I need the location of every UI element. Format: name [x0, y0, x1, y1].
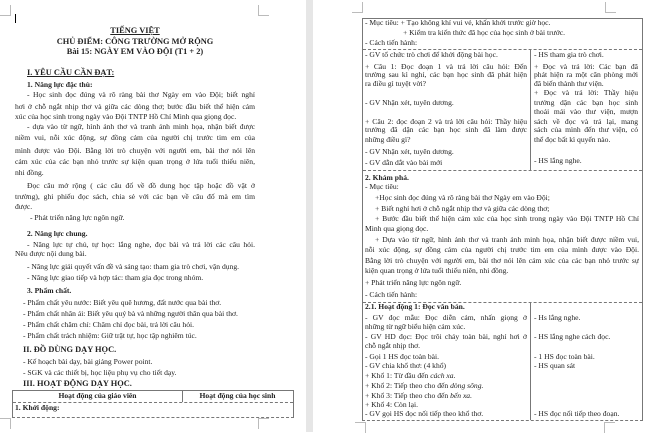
document-text-line: - GV chia khổ thơ: (4 khổ) [365, 361, 447, 370]
document-text-line: hơi ở chỗ ngắt nhịp thơ và giữa các dòng thơ; bước đầu biết thể hiện cảm [15, 102, 255, 111]
table-col-divider [530, 50, 531, 170]
margin-mark [355, 422, 366, 433]
margin-mark [352, 2, 363, 13]
document-text-line: - GV gọi HS đọc nối tiếp theo khổ thơ. [365, 409, 484, 418]
document-text-line: cảm xúc của các bạn nhỏ trước sự kiện quan trọng ở lứa tuổi thiếu niên, [15, 157, 255, 166]
document-heading: 2. Năng lực chung. [27, 229, 88, 238]
document-heading: 3. Phẩm chất. [27, 286, 72, 295]
text-run: + Khổ 3: Tiếp theo cho đến [365, 391, 451, 400]
margin-mark [605, 2, 616, 13]
document-text-line: nhi đồng. [15, 168, 44, 177]
document-text-line: những điều gì? [365, 135, 411, 144]
document-text-line: sách của mình đến thư viện, có [534, 125, 638, 134]
document-text-line: ra điều gì tuyệt vời? [365, 79, 426, 88]
document-text-line: - GV tổ chức trò chơi để khởi động bài học. [365, 50, 498, 59]
document-heading: Hoạt động của học sinh [199, 391, 276, 400]
document-text-line: + Dựa vào từ ngữ, hình ảnh thơ và tranh ảnh minh họa, nhận biết được niềm vui, [375, 235, 639, 244]
document-heading: 2. Khám phá. [365, 173, 409, 182]
document-text-line: - GV HD đọc: Đọc trôi chảy toàn bài, nghỉ hơi ở [365, 332, 527, 341]
document-text-line: nỗi xúc động, sự đồng cảm của người chị trước tim em của mình được vào Đội. [365, 245, 639, 254]
document-heading: Bài 15: NGÀY EM VÀO ĐỘI (T1 + 2) [66, 47, 204, 56]
document-text-line: - GV Nhận xét, tuyên dương. [365, 98, 454, 107]
document-text-line: sách về đọc và trả lại, mang [534, 117, 638, 126]
document-text-line: phát hiện ra một căn phòng mới [534, 70, 638, 79]
document-text-line: - Học sinh đọc đúng và rõ ràng bài thơ Ngày em vào Đội; biết nghỉ [27, 90, 255, 99]
document-heading: I. YÊU CẦU CẦN ĐẠT: [27, 68, 115, 77]
document-text-line: - Kế hoạch bài dạy, bài giảng Power point. [23, 357, 153, 366]
document-text-line: trưởng dặn các bạn học sinh [534, 98, 638, 107]
document-heading: 1. Năng lực đặc thù: [27, 80, 93, 89]
document-text-line: - Phẩm chất yêu nước: Biết yêu quê hương, đất nước qua bài thơ. [23, 298, 222, 307]
document-text-line: - HS tham gia trò chơi. [534, 50, 604, 59]
document-text-line: đã biến thành thư viện. [534, 79, 604, 88]
document-text-line: - Phát triển năng lực ngôn ngữ. [30, 213, 125, 222]
document-text-line: + Kiểm tra kiến thức đã học của học sinh ở bài trước. [403, 28, 566, 37]
document-text-line: thể đọc bất kì quyển nào. [534, 135, 611, 144]
document-text-line: + Đọc và trả lời: Các bạn đã [534, 62, 638, 71]
document-text-line: - 1 HS đọc toàn bài. [534, 352, 595, 361]
margin-mark [604, 422, 615, 433]
document-text-line: - GV Nhận xét, tuyên dương. [365, 147, 454, 156]
document-text-line: niềm vui, nỗi xúc động, sự đồng cảm của người chị trước tim em của [15, 133, 255, 142]
document-heading: Hoạt động của giáo viên [58, 391, 137, 400]
document-text-line: trường), ghi phiếu đọc sách, chia sẻ với các bạn về câu đố mà em tìm [15, 192, 255, 201]
document-text-line: - Năng lực giao tiếp và hợp tác: tham gia đọc trong nhóm. [27, 273, 204, 282]
document-text-line: - HS đọc nối tiếp theo đoạn. [534, 409, 620, 418]
document-text-line: Minh qua giọng đọc. [365, 224, 429, 233]
document-text-line: - HS quan sát [534, 361, 576, 370]
document-text-line: - dựa vào từ ngữ, hình ảnh thơ và tranh ảnh minh họa, nhận biết được [27, 122, 255, 131]
margin-mark [0, 418, 11, 429]
document-text-line: Nêu được nội dung bài. [15, 249, 87, 258]
document-text-line: được. [15, 202, 33, 211]
document-text-line: - Cách tiến hành: [365, 290, 418, 299]
document-text-line: - Hs lắng nghe. [534, 313, 581, 322]
document-text-line: xúc của học sinh trong ngày vào Đội TNTP Hồ Chí Minh qua giọng đọc. [15, 112, 237, 121]
document-heading: TIẾNG VIỆT [110, 26, 160, 35]
text-cursor [15, 14, 16, 23]
document-heading: 2.1. Hoạt động 1: Đọc văn bản. [365, 302, 465, 311]
document-text-line: - Phẩm chất chăm chỉ: Chăm chỉ đọc bài, trả lời câu hỏi. [23, 320, 195, 329]
margin-mark [258, 418, 269, 429]
italic-text-run: dòng sông. [450, 381, 484, 390]
document-text-line: - GV đọc mẫu: Đọc diễn cảm, nhấn giọng ở [365, 313, 527, 322]
margin-mark [0, 5, 11, 16]
text-run: + Khổ 1: Từ đầu đến [365, 371, 431, 380]
document-heading: 1. Khởi động: [15, 403, 60, 412]
document-text-line: + Câu 1: Đọc đoạn 1 và trả lời câu hỏi: Đến [365, 62, 527, 71]
document-heading: II. ĐỒ DÙNG DẠY HỌC. [23, 345, 117, 354]
document-text-line: - Năng lực giải quyết vấn đề và sáng tạo: tham gia trò chơi, vận dụng. [27, 262, 240, 271]
document-text-line: - Mục tiêu: + Tạo không khí vui vẻ, khấn khởi trước giờ học. [365, 18, 551, 27]
document-text-line: kiện quan trọng ở lứa tuổi thiếu niên, nhi đồng. [365, 266, 509, 275]
document-text-line: trưởng đã dặn các bạn học sinh đã làm được [365, 125, 527, 134]
document-text-line: - HS lắng nghe. [534, 156, 582, 165]
document-text-line: Đọc câu mở rộng ( các câu đố về đồ dung học tập hoặc đồ vật ở [27, 181, 255, 190]
document-text-line: - Mục tiêu: [365, 182, 399, 191]
document-text-line: + Phát triển năng lực ngôn ngữ. [365, 278, 462, 287]
document-text-line: - Phẩm chất trách nhiệm: Giữ trật tự, học tập nghiêm túc. [23, 331, 197, 340]
document-text-line: +Học sinh đọc đúng và rõ ràng bài thơ Ngày em vào Đội; [375, 193, 550, 202]
italic-text-run: bến xa. [450, 391, 473, 400]
document-text-line: - HS lắng nghe cách đọc. [534, 332, 611, 341]
text-run: + Khổ 2: Tiếp theo cho đến [365, 381, 451, 390]
document-text-line: - GV dẫn dắt vào bài mới [365, 158, 443, 167]
document-text-line: những từ ngữ biểu hiện cảm xúc. [365, 322, 466, 331]
italic-text-run: cách xa. [430, 371, 456, 380]
table-col-divider [530, 303, 531, 420]
document-text-line: + Đọc và trả lời: Thầy hiệu [534, 88, 638, 97]
document-text-line: chỗ ngắt nhịp thơ. [365, 341, 421, 350]
document-text-line: mình được vào Đội. Bằng lời trò chuyện với người em, bài thơ nói lên [15, 146, 255, 155]
document-heading: CHỦ ĐIỂM: CÔNG TRƯỜNG MỞ RỘNG [56, 37, 214, 46]
page-gap [306, 0, 313, 432]
document-text-line: - Năng lực tự chủ, tự học: lắng nghe, đọc bài và trả lời các câu hỏi. [27, 240, 255, 249]
table-row-divider [363, 170, 642, 171]
document-text-line: Bằng lời trò chuyện với người em, bài thơ nói lên cảm xúc của các bạn nhỏ trước sự [365, 256, 639, 265]
document-text-line: thoải mái vào thư viện, mượn [534, 107, 638, 116]
document-text-line: trường sau kì nghỉ, các bạn học sinh đã phát hiện [365, 70, 527, 79]
document-heading: III. HOẠT ĐỘNG DẠY HỌC. [23, 379, 132, 388]
document-text-line: - SGK và các thiết bị, học liệu phụ vụ cho tiết dạy. [23, 368, 177, 377]
margin-mark [258, 5, 269, 16]
document-text-line: + Khổ 4: Còn lại. [365, 400, 419, 409]
document-text-line: - Cách tiến hành: [365, 38, 418, 47]
document-text-line: + Câu 2: đọc đoạn 2 và trả lời câu hỏi: Thầy hiệu [365, 117, 527, 126]
document-text-line: + Bước đầu biết thể hiện cảm xúc của học sinh trong ngày vào Đội TNTP Hồ Chí [375, 214, 639, 223]
document-text-line: + Biết nghỉ hơi ở chỗ ngắt nhịp thơ và giữa các dòng thơ; [375, 204, 550, 213]
document-text-line: - Phẩm chất nhân ái: Biết yêu quý bà và những người thân qua bài thơ. [23, 309, 238, 318]
document-text-line: - Gọi 1 HS đọc toàn bài. [365, 352, 440, 361]
